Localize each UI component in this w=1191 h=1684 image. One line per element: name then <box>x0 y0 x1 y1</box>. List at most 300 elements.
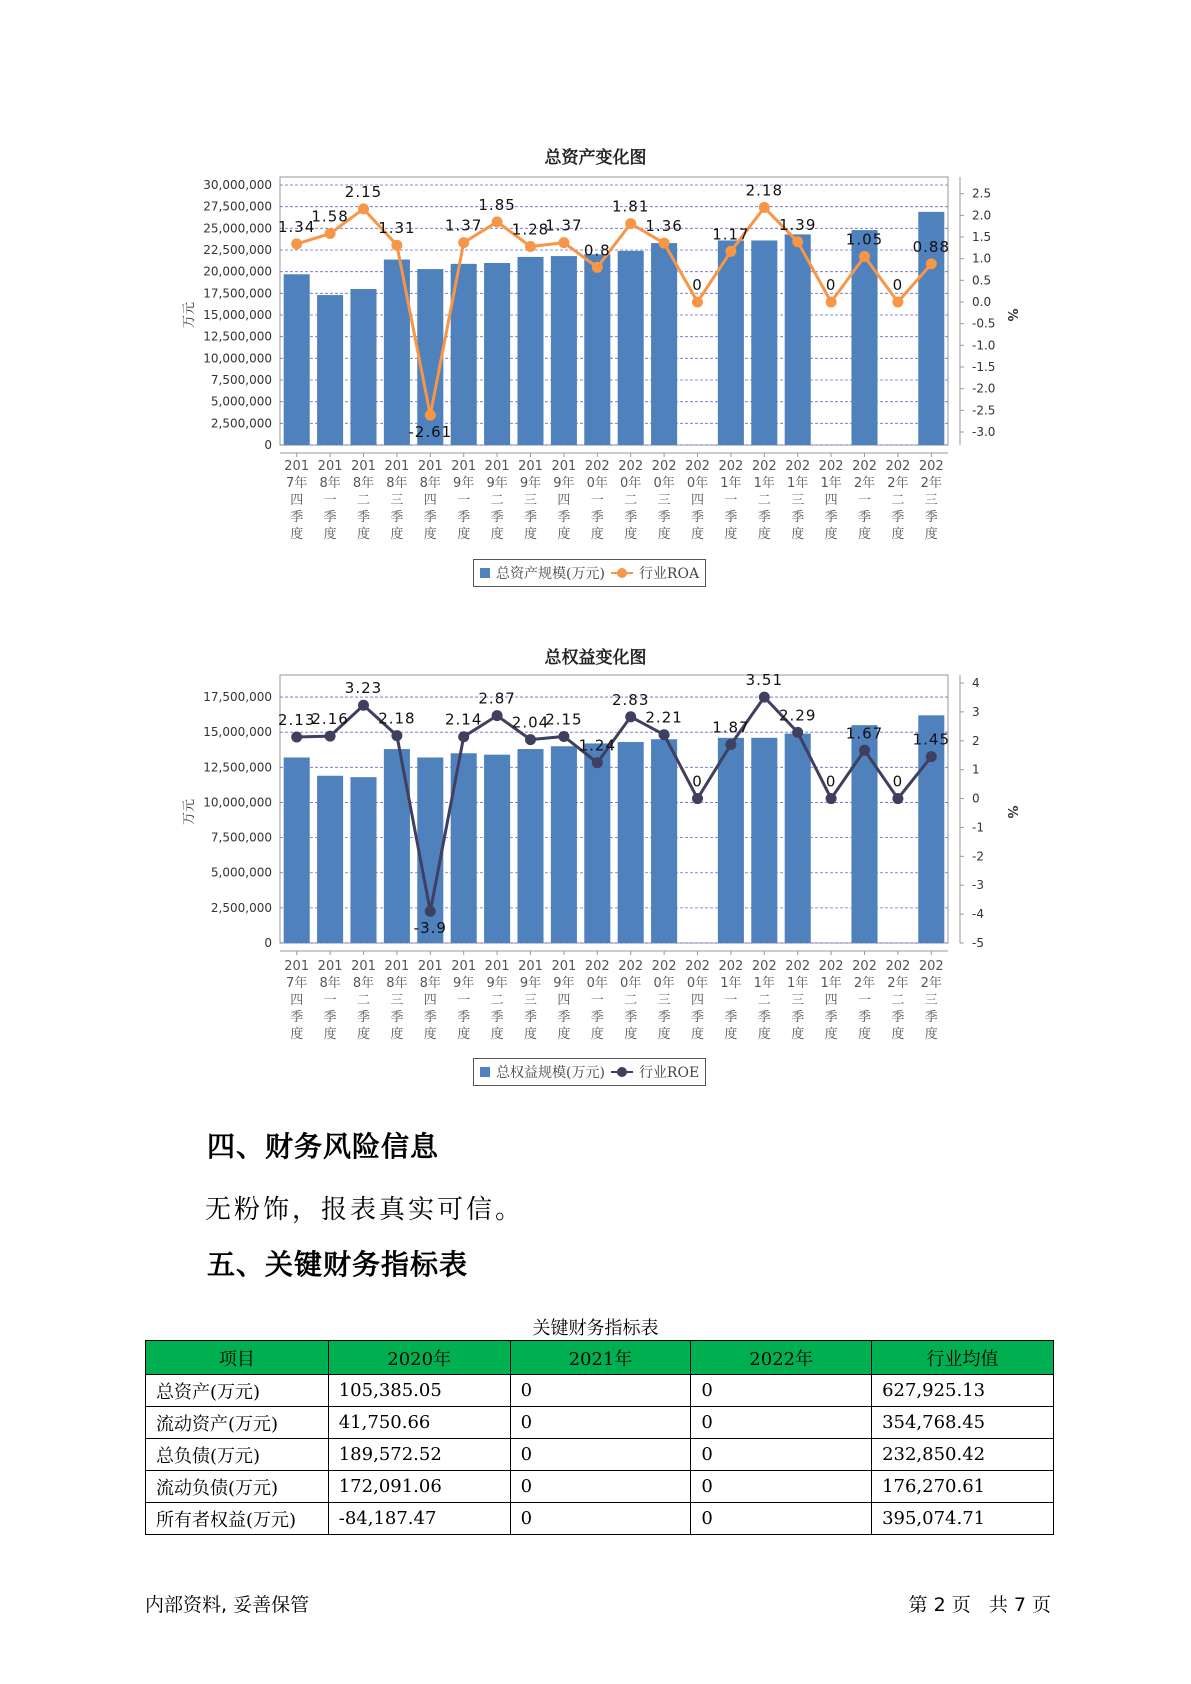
y-tick-label: 12,500,000 <box>203 329 272 344</box>
data-label: 1.85 <box>478 195 516 214</box>
x-tick-label: 度 <box>290 1027 304 1042</box>
x-tick-label: 度 <box>791 527 805 542</box>
legend-bar-label: 总权益规模(万元) <box>496 1065 605 1081</box>
risk-text: 无粉饰，报表真实可信。 <box>205 1195 525 1225</box>
data-label: 0.8 <box>583 241 611 260</box>
y-tick-label: 7,500,000 <box>210 373 272 387</box>
x-tick-label: 202 <box>685 459 710 474</box>
data-label: 0 <box>692 772 703 791</box>
data-label: -3.9 <box>413 919 447 938</box>
x-tick-label: 201 <box>484 459 510 474</box>
data-label: 0.88 <box>912 237 951 256</box>
data-label: 1.37 <box>444 216 483 235</box>
y-tick-label: 5,000,000 <box>210 394 272 409</box>
bar <box>350 777 376 943</box>
table-cell: 总负债(万元) <box>146 1439 329 1471</box>
data-label: 3.51 <box>745 671 784 690</box>
x-tick-label: 202 <box>785 459 811 474</box>
line-point <box>592 757 603 768</box>
y2-tick-label: 3 <box>972 704 980 719</box>
x-tick-label: 季 <box>891 510 905 525</box>
data-label: 2.13 <box>277 711 316 730</box>
x-tick-label: 季 <box>624 510 638 525</box>
x-tick-label: 1年 <box>720 976 742 991</box>
y-tick-label: 25,000,000 <box>203 221 272 236</box>
table-cell: 0 <box>691 1375 872 1407</box>
x-tick-label: 8年 <box>386 476 408 491</box>
x-tick-label: 度 <box>356 527 371 542</box>
y2-tick-label: -2.5 <box>972 403 996 418</box>
x-tick-label: 二 <box>624 493 638 508</box>
y-tick-label: 0 <box>264 438 272 452</box>
x-tick-label: 二 <box>356 493 371 508</box>
x-tick-label: 季 <box>690 1010 705 1025</box>
x-tick-label: 三 <box>791 493 805 508</box>
x-tick-label: 四 <box>690 493 705 508</box>
x-tick-label: 202 <box>785 959 811 974</box>
y2-tick-label: -2.0 <box>972 381 996 396</box>
bar <box>751 738 777 943</box>
bar <box>651 739 677 943</box>
legend-line-swatch <box>611 1066 633 1078</box>
y2-tick-label: -5 <box>972 936 984 950</box>
x-tick-label: 0年 <box>686 976 709 991</box>
x-tick-label: 一 <box>724 493 738 508</box>
x-tick-label: 三 <box>390 493 404 508</box>
data-label: -2.61 <box>408 423 453 442</box>
y-tick-label: 15,000,000 <box>203 308 272 322</box>
x-tick-label: 度 <box>390 1027 404 1042</box>
x-tick-label: 度 <box>724 1027 738 1042</box>
line-point <box>558 731 569 742</box>
x-tick-label: 四 <box>423 993 437 1008</box>
table-cell: 0 <box>510 1503 691 1535</box>
y2-tick-label: -2 <box>972 849 984 864</box>
x-tick-label: 度 <box>356 1027 371 1042</box>
x-tick-label: 2年 <box>920 976 942 991</box>
y-tick-label: 7,500,000 <box>210 830 272 845</box>
section-heading-kpi: 五、关键财务指标表 <box>207 1248 469 1281</box>
data-label: 2.87 <box>478 689 516 708</box>
bar <box>918 715 944 943</box>
y2-tick-label: -1.0 <box>972 338 996 353</box>
x-tick-label: 度 <box>423 1027 437 1042</box>
data-label: 2.83 <box>611 690 650 709</box>
y-tick-label: 2,500,000 <box>210 416 272 431</box>
x-tick-label: 度 <box>590 1027 604 1042</box>
x-tick-label: 201 <box>417 959 443 974</box>
x-tick-label: 度 <box>624 527 638 542</box>
data-label: 2.16 <box>311 710 349 729</box>
x-tick-label: 8年 <box>352 476 375 491</box>
y2-tick-label: 2.5 <box>972 186 992 201</box>
table-row <box>146 1471 1054 1503</box>
x-tick-label: 201 <box>317 459 343 474</box>
table-cell: 总资产(万元) <box>146 1375 329 1407</box>
table-cell: 41,750.66 <box>328 1407 510 1439</box>
x-tick-label: 8年 <box>419 976 441 991</box>
x-tick-label: 2年 <box>853 976 876 991</box>
chart-legend <box>473 1058 706 1086</box>
x-tick-label: 202 <box>584 959 610 974</box>
x-tick-label: 季 <box>757 1010 771 1025</box>
data-label: 1.24 <box>578 736 617 755</box>
line-point <box>826 793 837 804</box>
y2-tick-label: 0.0 <box>972 295 992 309</box>
x-tick-label: 202 <box>618 459 644 474</box>
data-label: 1.45 <box>912 730 951 749</box>
x-tick-label: 度 <box>290 527 304 542</box>
line-point <box>291 732 302 743</box>
x-tick-label: 9年 <box>486 476 508 491</box>
x-tick-label: 季 <box>924 510 938 525</box>
x-tick-label: 四 <box>557 993 571 1008</box>
data-label: 1.58 <box>311 207 349 226</box>
line-point <box>492 710 503 721</box>
y-tick-label: 30,000,000 <box>203 178 272 192</box>
x-tick-label: 度 <box>724 527 738 542</box>
table-caption: 关键财务指标表 <box>532 1318 659 1339</box>
data-label: 0 <box>692 276 703 294</box>
y2-tick-label: 2.0 <box>972 208 992 223</box>
table-cell: 0 <box>691 1407 872 1439</box>
x-tick-label: 二 <box>624 993 638 1008</box>
x-tick-label: 8年 <box>319 976 341 991</box>
y2-tick-label: 1.0 <box>972 251 992 266</box>
x-tick-label: 度 <box>657 527 671 542</box>
x-tick-label: 度 <box>690 1027 705 1042</box>
x-tick-label: 三 <box>657 993 671 1008</box>
y2-axis-label: % <box>1004 805 1019 819</box>
x-tick-label: 度 <box>490 527 504 542</box>
data-label: 3.23 <box>344 679 383 698</box>
x-tick-label: 一 <box>323 993 337 1008</box>
x-tick-label: 一 <box>323 493 337 508</box>
legend-bar-swatch <box>480 1067 490 1077</box>
x-tick-label: 季 <box>390 1010 404 1025</box>
data-label: 1.39 <box>778 215 817 234</box>
y-tick-label: 2,500,000 <box>210 900 272 915</box>
legend-line-label: 行业ROE <box>638 1065 700 1081</box>
x-tick-label: 1年 <box>787 976 809 991</box>
x-tick-label: 202 <box>885 459 911 474</box>
table-cell: 232,850.42 <box>872 1439 1054 1471</box>
y2-tick-label: 0 <box>972 791 980 806</box>
x-tick-label: 二 <box>757 993 771 1008</box>
line-point <box>792 727 803 738</box>
table-cell: 0 <box>691 1471 872 1503</box>
x-tick-label: 度 <box>590 527 604 542</box>
bar <box>317 776 343 943</box>
x-tick-label: 季 <box>824 510 838 525</box>
x-tick-label: 一 <box>457 993 471 1008</box>
x-tick-label: 度 <box>657 1027 671 1042</box>
table-header-cell: 行业均值 <box>872 1341 1054 1375</box>
data-label: 2.21 <box>645 708 683 727</box>
x-tick-label: 季 <box>523 1010 538 1025</box>
x-tick-label: 季 <box>891 1010 905 1025</box>
x-tick-label: 三 <box>390 993 404 1008</box>
y-tick-label: 10,000,000 <box>203 351 272 366</box>
x-tick-label: 2年 <box>853 476 876 491</box>
table-cell: 176,270.61 <box>872 1471 1054 1503</box>
x-tick-label: 四 <box>557 493 571 508</box>
table-cell: -84,187.47 <box>328 1503 510 1535</box>
x-tick-label: 三 <box>523 493 538 508</box>
data-label: 2.29 <box>778 706 817 725</box>
table-row <box>146 1503 1054 1535</box>
x-tick-label: 度 <box>323 1027 337 1042</box>
y2-tick-label: 0.5 <box>972 273 992 288</box>
x-tick-label: 201 <box>417 459 443 474</box>
y-tick-label: 20,000,000 <box>203 264 272 279</box>
table-header-cell: 项目 <box>146 1341 329 1375</box>
x-tick-label: 9年 <box>453 976 475 991</box>
y-tick-label: 17,500,000 <box>203 286 272 301</box>
x-tick-label: 季 <box>323 1010 337 1025</box>
x-tick-label: 季 <box>724 510 738 525</box>
x-tick-label: 202 <box>718 959 744 974</box>
x-tick-label: 季 <box>457 1010 471 1025</box>
x-tick-label: 季 <box>356 510 371 525</box>
y2-axis-label: % <box>1004 308 1019 322</box>
table-header-cell: 2022年 <box>691 1341 872 1375</box>
x-tick-label: 201 <box>351 459 376 474</box>
table-cell: 流动负债(万元) <box>146 1471 329 1503</box>
table-cell: 0 <box>510 1471 691 1503</box>
x-tick-label: 季 <box>724 1010 738 1025</box>
table-row <box>146 1439 1054 1471</box>
x-tick-label: 201 <box>451 959 477 974</box>
x-tick-label: 0年 <box>653 976 675 991</box>
chart-title: 总资产变化图 <box>544 148 647 168</box>
x-tick-label: 季 <box>457 510 471 525</box>
table-row <box>146 1407 1054 1439</box>
x-tick-label: 度 <box>557 527 571 542</box>
line-point <box>725 739 736 750</box>
data-label: 1.81 <box>611 197 650 216</box>
x-tick-label: 一 <box>857 993 872 1008</box>
x-tick-label: 四 <box>290 493 304 508</box>
x-tick-label: 202 <box>818 459 844 474</box>
x-tick-label: 度 <box>857 1027 872 1042</box>
bar <box>484 755 510 943</box>
x-tick-label: 一 <box>590 993 604 1008</box>
y-tick-label: 17,500,000 <box>203 690 272 705</box>
x-tick-label: 季 <box>290 1010 304 1025</box>
x-tick-label: 季 <box>323 510 337 525</box>
table-cell: 172,091.06 <box>328 1471 510 1503</box>
x-tick-label: 度 <box>457 527 471 542</box>
table-cell: 189,572.52 <box>328 1439 510 1471</box>
x-tick-label: 1年 <box>787 476 809 491</box>
section-heading-risk: 四、财务风险信息 <box>207 1130 440 1163</box>
x-tick-label: 201 <box>384 959 410 974</box>
data-label: 1.05 <box>845 230 884 249</box>
x-tick-label: 四 <box>290 993 304 1008</box>
x-tick-label: 1年 <box>820 476 842 491</box>
data-label: 1.31 <box>378 219 416 238</box>
y2-tick-label: -1.5 <box>972 360 996 374</box>
x-tick-label: 9年 <box>553 976 575 991</box>
x-tick-label: 201 <box>284 459 310 474</box>
x-tick-label: 度 <box>757 1027 771 1042</box>
x-tick-label: 季 <box>423 510 437 525</box>
x-tick-label: 度 <box>423 527 437 542</box>
x-tick-label: 0年 <box>620 476 642 491</box>
x-tick-label: 202 <box>852 959 877 974</box>
x-tick-label: 季 <box>624 1010 638 1025</box>
bar <box>517 749 543 943</box>
x-tick-label: 201 <box>284 959 310 974</box>
x-tick-label: 度 <box>490 1027 504 1042</box>
x-tick-label: 1年 <box>753 476 775 491</box>
x-tick-label: 2年 <box>887 476 909 491</box>
x-tick-label: 度 <box>457 1027 471 1042</box>
x-tick-label: 2年 <box>887 976 909 991</box>
x-tick-label: 201 <box>351 959 376 974</box>
x-tick-label: 1年 <box>753 976 775 991</box>
line-point <box>759 692 770 703</box>
y-axis-label: 万元 <box>182 798 197 826</box>
x-tick-label: 度 <box>924 1027 938 1042</box>
x-tick-label: 季 <box>824 1010 838 1025</box>
x-tick-label: 度 <box>390 527 404 542</box>
x-tick-label: 季 <box>490 510 504 525</box>
line-point <box>692 793 703 804</box>
x-tick-label: 度 <box>523 527 538 542</box>
line-point <box>859 745 870 756</box>
line-point <box>525 734 536 745</box>
y2-tick-label: -4 <box>972 907 984 922</box>
data-label: 2.18 <box>378 709 416 728</box>
y-axis-label: 万元 <box>182 301 197 329</box>
table-header-cell: 2020年 <box>328 1341 510 1375</box>
table-header-cell: 2021年 <box>510 1341 691 1375</box>
line-point <box>458 731 469 742</box>
legend-line-label: 行业ROA <box>638 566 700 582</box>
x-tick-label: 季 <box>590 1010 604 1025</box>
x-tick-label: 201 <box>484 959 510 974</box>
x-tick-label: 2年 <box>920 476 942 491</box>
x-tick-label: 8年 <box>386 976 408 991</box>
x-tick-label: 9年 <box>519 476 542 491</box>
data-label: 1.37 <box>545 216 583 235</box>
x-tick-label: 1年 <box>720 476 742 491</box>
table-cell: 395,074.71 <box>872 1503 1054 1535</box>
y-tick-label: 12,500,000 <box>203 760 272 775</box>
data-label: 1.28 <box>511 220 550 239</box>
x-tick-label: 9年 <box>519 976 542 991</box>
bar <box>718 738 744 943</box>
bar <box>284 757 310 943</box>
table-cell: 0 <box>691 1439 872 1471</box>
y2-tick-label: -0.5 <box>972 316 996 331</box>
x-tick-label: 季 <box>791 1010 805 1025</box>
bar <box>551 746 577 943</box>
x-tick-label: 季 <box>857 1010 872 1025</box>
x-tick-label: 季 <box>657 1010 671 1025</box>
x-tick-label: 8年 <box>352 976 375 991</box>
x-tick-label: 202 <box>618 959 644 974</box>
line-point <box>625 711 636 722</box>
y-tick-label: 22,500,000 <box>203 243 272 257</box>
x-tick-label: 202 <box>584 459 610 474</box>
line-point <box>325 731 336 742</box>
bar <box>851 725 877 943</box>
x-tick-label: 四 <box>690 993 705 1008</box>
x-tick-label: 8年 <box>419 476 441 491</box>
footer-left: 内部资料, 妥善保管 <box>145 1594 310 1616</box>
x-tick-label: 季 <box>690 510 705 525</box>
x-tick-label: 季 <box>356 1010 371 1025</box>
x-tick-label: 度 <box>323 527 337 542</box>
x-tick-label: 201 <box>551 959 577 974</box>
x-tick-label: 季 <box>757 510 771 525</box>
x-tick-label: 0年 <box>620 976 642 991</box>
x-tick-label: 202 <box>651 959 677 974</box>
x-tick-label: 7年 <box>286 976 308 991</box>
x-tick-label: 度 <box>824 527 838 542</box>
data-label: 2.14 <box>444 710 483 729</box>
x-tick-label: 202 <box>918 459 944 474</box>
y-tick-label: 5,000,000 <box>210 865 272 880</box>
line-point <box>659 729 670 740</box>
x-tick-label: 二 <box>891 493 905 508</box>
data-label: 0 <box>825 772 837 791</box>
x-tick-label: 度 <box>857 527 872 542</box>
x-tick-label: 201 <box>551 459 577 474</box>
x-tick-label: 度 <box>757 527 771 542</box>
y-tick-label: 15,000,000 <box>203 725 272 740</box>
y2-tick-label: -1 <box>972 820 984 835</box>
table-cell: 0 <box>510 1375 691 1407</box>
data-label: 2.04 <box>511 713 550 732</box>
y-tick-label: 0 <box>264 936 272 950</box>
x-tick-label: 季 <box>657 510 671 525</box>
x-tick-label: 季 <box>924 1010 938 1025</box>
x-tick-label: 7年 <box>286 476 308 491</box>
data-label: 1.87 <box>712 718 750 737</box>
x-tick-label: 一 <box>590 493 604 508</box>
x-tick-label: 季 <box>290 510 304 525</box>
x-tick-label: 三 <box>657 493 671 508</box>
x-tick-label: 三 <box>791 993 805 1008</box>
x-tick-label: 0年 <box>653 476 675 491</box>
y2-tick-label: 2 <box>972 733 980 748</box>
table-row <box>146 1375 1054 1407</box>
table-cell: 流动资产(万元) <box>146 1407 329 1439</box>
y-tick-label: 10,000,000 <box>203 795 272 810</box>
x-tick-label: 季 <box>523 510 538 525</box>
x-tick-label: 季 <box>390 510 404 525</box>
line-point <box>358 700 369 711</box>
x-tick-label: 1年 <box>820 976 842 991</box>
bar <box>584 743 610 943</box>
x-tick-label: 度 <box>624 1027 638 1042</box>
x-tick-label: 0年 <box>586 976 608 991</box>
data-label: 0 <box>892 772 904 791</box>
footer-page-number: 第 2 页 共 7 页 <box>908 1594 1051 1616</box>
table-cell: 0 <box>691 1503 872 1535</box>
x-tick-label: 度 <box>891 1027 905 1042</box>
x-tick-label: 季 <box>490 1010 504 1025</box>
x-tick-label: 202 <box>651 459 677 474</box>
x-tick-label: 9年 <box>486 976 508 991</box>
key-financial-table <box>145 1340 1054 1535</box>
x-tick-label: 0年 <box>686 476 709 491</box>
x-tick-label: 度 <box>557 1027 571 1042</box>
